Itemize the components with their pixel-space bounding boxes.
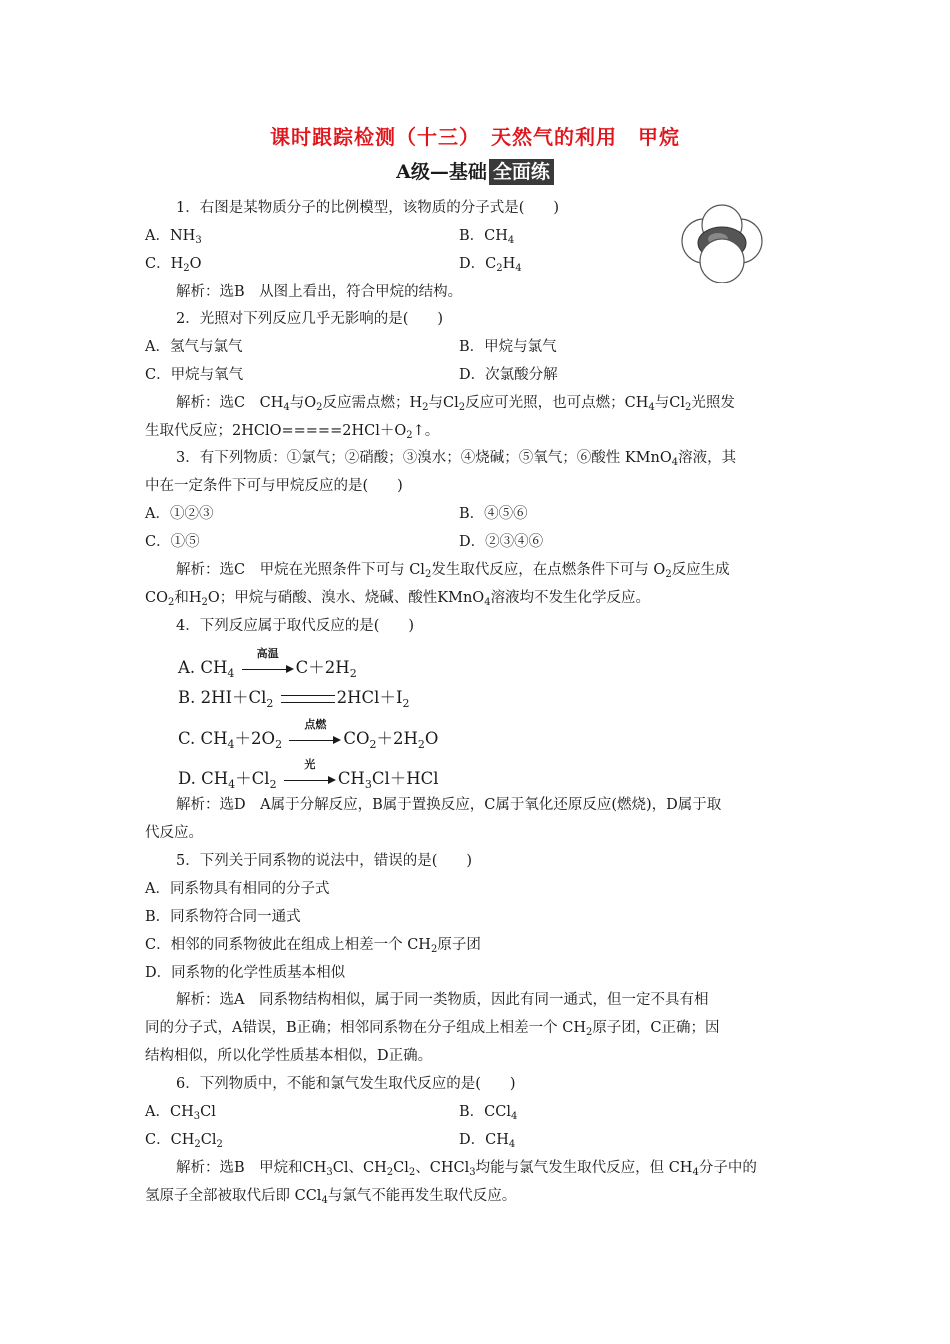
q4-analysis-line1: 解析：选D A属于分解反应，B属于置换反应，C属于氧化还原反应(燃烧)，D属于取 — [176, 797, 722, 813]
q2-options-row2 — [145, 365, 595, 385]
q1-analysis: 解析：选B 从图上看出，符合甲烷的结构。 — [176, 284, 463, 300]
q2-an1-g: 光照发 — [691, 395, 735, 411]
q5-option-b[interactable]: B．同系物符合同一通式 — [145, 909, 301, 925]
section-level: A级—基础 — [396, 161, 487, 183]
q3-an1-c: 反应生成 — [671, 562, 730, 578]
q2-an1-sub5: 4 — [648, 402, 655, 413]
q2-option-a[interactable]: A．氢气与氯气 — [145, 339, 243, 355]
q5-stem: 5．下列关于同系物的说法中，错误的是( ) — [176, 853, 473, 869]
methane-space-filling-model — [672, 203, 772, 283]
q2-an1-c: 反应需点燃；H — [322, 395, 423, 411]
q1-d-mid: H — [502, 256, 516, 272]
section-boxed-label: 全面练 — [489, 159, 554, 185]
q6-a-text: A．CH — [145, 1104, 194, 1120]
q3-an2-b: 和H — [174, 590, 202, 606]
q1-option-b[interactable] — [459, 226, 514, 246]
q3-an2-sub2: 2 — [201, 597, 208, 608]
q6-option-c[interactable] — [145, 1132, 223, 1148]
q6-an1-c: Cl — [393, 1160, 409, 1176]
q2-analysis-line2 — [145, 421, 439, 441]
q6-an1-b: Cl、CH — [332, 1160, 387, 1176]
q2-stem: 2．光照对下列反应几乎无影响的是( ) — [176, 311, 444, 327]
q2-option-c[interactable]: C．甲烷与氧气 — [145, 367, 244, 383]
q6-stem: 6．下列物质中，不能和氯气发生取代反应的是( ) — [176, 1076, 516, 1092]
q5-an2-tail: 原子团，C正确；因 — [592, 1020, 720, 1036]
q3-option-c[interactable]: C．①⑤ — [145, 534, 200, 550]
q6-c-text: C．CH — [145, 1132, 195, 1148]
q6-an1-sub5: 4 — [692, 1167, 699, 1178]
q5-analysis-line3: 结构相似，所以化学性质基本相似，D正确。 — [145, 1048, 433, 1064]
q2-options-row1 — [145, 337, 595, 357]
q1-a-text: A．NH — [145, 228, 196, 244]
q4-a-condition: 高温 — [256, 646, 279, 660]
q1-c-tail: O — [189, 256, 202, 272]
q3-option-b[interactable]: B．④⑤⑥ — [459, 506, 528, 522]
q1-a-sub: 3 — [195, 235, 202, 246]
q2-an2-sub: 2 — [406, 430, 413, 441]
q6-option-a[interactable] — [145, 1104, 216, 1120]
q3-stem-sub: 4 — [671, 457, 679, 468]
q6-analysis-line1 — [176, 1158, 757, 1178]
q6-options-row2 — [145, 1130, 595, 1150]
q6-an2-tail: 与氯气不能再发生取代反应。 — [327, 1188, 517, 1204]
q1-option-d[interactable] — [459, 254, 522, 274]
q6-an1-a: 解析：选B 甲烷和CH — [176, 1160, 327, 1176]
section-heading — [0, 157, 950, 185]
q4-stem: 4．下列反应属于取代反应的是( ) — [176, 618, 415, 634]
q1-option-c[interactable] — [145, 254, 545, 274]
page-title: 课时跟踪检测（十三） 天然气的利用 甲烷 — [270, 125, 680, 149]
q3-an1-a: 解析：选C 甲烷在光照条件下可与 Cl — [176, 562, 425, 578]
q6-an2-sub: 4 — [321, 1195, 328, 1206]
q3-analysis-line1 — [176, 560, 730, 580]
q2-an1-e: 反应可光照，也可点燃；CH — [465, 395, 649, 411]
q5-c-tail: 原子团 — [437, 937, 481, 953]
q3-analysis-line2 — [145, 588, 650, 608]
q5-option-a[interactable]: A．同系物具有相同的分子式 — [145, 881, 330, 897]
q2-an1-sub4: 2 — [458, 402, 466, 413]
q5-c-text: C．相邻的同系物彼此在组成上相差一个 CH — [145, 937, 431, 953]
q3-stem1-tail: 溶液，其 — [678, 450, 737, 466]
q6-an1-sub4: 3 — [469, 1167, 476, 1178]
q1-d-text: D．C — [459, 256, 497, 272]
q1-b-text: B．CH — [459, 228, 508, 244]
q2-an1-sub3: 2 — [422, 402, 429, 413]
q6-a-tail: Cl — [200, 1104, 216, 1120]
q5-analysis-line1: 解析：选A 同系物结构相似，属于同一类物质，因此有同一通式，但一定不具有相 — [176, 992, 709, 1008]
q1-c-sub: 2 — [183, 263, 190, 274]
q6-option-b[interactable] — [459, 1102, 517, 1122]
q3-option-d[interactable]: D．②③④⑥ — [459, 534, 544, 550]
q6-an1-d: 、CHCl — [415, 1160, 470, 1176]
q4-c-arrow — [287, 717, 343, 750]
q5-option-c[interactable] — [145, 935, 481, 955]
q1-stem: 1．右图是某物质分子的比例模型，该物质的分子式是( ) — [176, 200, 560, 216]
q3-options-row2 — [145, 532, 595, 552]
q5-option-d[interactable]: D．同系物的化学性质基本相似 — [145, 965, 346, 981]
q6-an1-e: 均能与氯气发生取代反应，但 CH — [475, 1160, 693, 1176]
q4-analysis-line2: 代反应。 — [145, 825, 203, 841]
q4-d-condition: 光 — [304, 757, 316, 771]
q2-an1-sub1: 4 — [283, 402, 290, 413]
q2-an1-a: 解析：选C CH — [176, 395, 284, 411]
q1-b-sub: 4 — [507, 235, 515, 246]
q6-options-row1 — [145, 1102, 595, 1122]
q6-an2-a: 氢原子全部被取代后即 CCl — [145, 1188, 322, 1204]
q6-a-sub: 3 — [193, 1111, 201, 1122]
q6-an1-f: 分子中的 — [698, 1160, 757, 1176]
q4-option-c[interactable]: C. $CH_4+2O_2$ 点燃 $CO_2+2H_2O$ — [178, 717, 439, 751]
q6-c-sub2: 2 — [216, 1139, 223, 1150]
q5-an2-sub: 2 — [585, 1027, 593, 1038]
q3-an2-c: O；甲烷与硝酸、溴水、烧碱、酸性KMnO — [207, 590, 485, 606]
q6-an1-sub2: 2 — [386, 1167, 394, 1178]
q3-an2-a: CO — [145, 590, 168, 606]
q6-an1-sub3: 2 — [408, 1167, 416, 1178]
q1-d-sub2: 4 — [515, 263, 522, 274]
q2-analysis-line1 — [176, 393, 735, 413]
q3-stem-line2: 中在一定条件下可与甲烷反应的是( ) — [145, 478, 403, 494]
q3-an2-d: 溶液均不发生化学反应。 — [490, 590, 651, 606]
q5-an2-a: 同的分子式，A错误，B正确；相邻同系物在分子组成上相差一个 CH — [145, 1020, 586, 1036]
q2-an1-f: 与Cl — [654, 395, 685, 411]
q5-analysis-line2 — [145, 1018, 719, 1038]
q6-c-mid: Cl — [200, 1132, 217, 1148]
q3-options-row1 — [145, 504, 595, 524]
q3-option-a[interactable]: A．①②③ — [145, 506, 214, 522]
q3-an1-b: 发生取代反应，在点燃条件下可与 O — [431, 562, 666, 578]
q6-b-text: B．CCl — [459, 1104, 511, 1120]
q4-a-arrow — [240, 646, 296, 679]
q4-c-condition: 点燃 — [304, 717, 327, 731]
q2-an1-sub6: 2 — [684, 402, 692, 413]
q2-an2-a: 生取代反应；2HClO=====2HCl＋O — [145, 423, 407, 439]
q2-an1-d: 与Cl — [428, 395, 459, 411]
q2-option-b[interactable]: B．甲烷与氯气 — [459, 339, 557, 355]
q6-b-sub: 4 — [510, 1111, 518, 1122]
q3-an1-sub1: 2 — [424, 569, 432, 580]
q3-stem1: 3．有下列物质：①氯气；②硝酸；③溴水；④烧碱；⑤氧气；⑥酸性 KMnO — [176, 450, 672, 466]
q1-c-text: C．H — [145, 256, 184, 272]
q3-stem-line1 — [176, 448, 736, 468]
q6-analysis-line2 — [145, 1186, 516, 1206]
q2-option-d[interactable]: D．次氯酸分解 — [459, 367, 558, 383]
q6-option-d[interactable] — [459, 1130, 515, 1150]
q6-d-sub: 4 — [508, 1139, 516, 1150]
q4-option-d[interactable]: D. $CH_4+Cl_2$ 光 $CH_3Cl+HCl$ — [178, 757, 439, 791]
q3-an2-sub3: 4 — [484, 597, 491, 608]
q1-option-a[interactable] — [145, 226, 545, 246]
q2-an2-tail: ↑。 — [412, 423, 440, 439]
q2-an1-b: 与O — [289, 395, 317, 411]
q5-c-sub: 2 — [430, 944, 438, 955]
q4-option-a[interactable]: A. $CH_4$ 高温 $C+2H_2$ — [178, 646, 357, 680]
q3-an2-sub1: 2 — [167, 597, 175, 608]
q1-d-sub: 2 — [496, 263, 503, 274]
q6-d-text: D．CH — [459, 1132, 509, 1148]
q4-option-b[interactable]: B. $2HI+Cl_2$ $2HCl+I_2$ — [178, 688, 410, 710]
q4-b-equals — [281, 695, 335, 703]
q3-an1-sub2: 2 — [665, 569, 672, 580]
q4-d-arrow — [282, 757, 338, 790]
q6-an1-sub1: 3 — [326, 1167, 333, 1178]
q6-c-sub: 2 — [194, 1139, 201, 1150]
q2-an1-sub2: 2 — [316, 402, 323, 413]
